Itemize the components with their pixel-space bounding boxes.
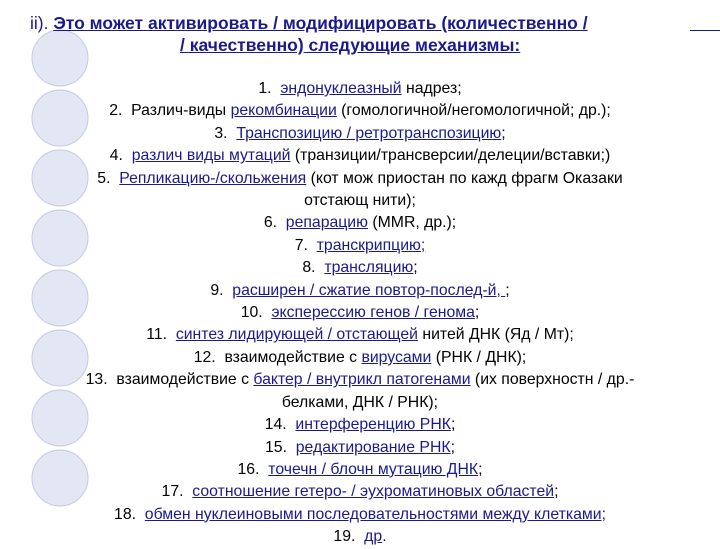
list-item (0, 78, 720, 100)
list-item-number: 3. (214, 124, 228, 142)
list-item-number: 14. (264, 416, 287, 434)
list-item-number: 9. (210, 281, 224, 299)
list-item-rest: ; (474, 304, 480, 322)
list-item-rest: нитей ДНК (Яд / Мт); (417, 326, 574, 344)
list-item-rest: (транзиции/трансверсии/делеции/вставки;) (290, 147, 611, 165)
list-item-number: 11. (146, 326, 168, 344)
list-item-number: 12. (193, 348, 216, 366)
title-underline-tail (690, 30, 720, 31)
list-item-rest: надрез; (401, 80, 462, 97)
list-item-rest: (кот мож приостан по кажд фрагм Оказаки (306, 169, 623, 187)
list-item-prefix: Различ-виды (131, 102, 231, 120)
list-item-term: бактер / внутрикл патогенами (253, 371, 471, 389)
list-item-number: 15. (265, 438, 287, 456)
list-item-number: 17. (161, 483, 184, 501)
list-item (0, 257, 720, 279)
list-item (0, 190, 720, 212)
list-item-rest: (MMR, др.); (367, 214, 457, 232)
list-item (0, 347, 720, 369)
mechanisms-list (0, 78, 720, 549)
list-item-rest: ; (450, 438, 455, 456)
list-item-term: трансляцию (324, 259, 414, 277)
title-line-1 (30, 12, 588, 34)
list-item (0, 369, 720, 391)
list-item-rest: (РНК / ДНК); (431, 348, 527, 366)
list-item-term: синтез лидирующей / отстающей (175, 326, 418, 344)
title-marker: ii). (30, 13, 49, 33)
title-text-2: / качественно) следующие механизмы: (180, 35, 521, 55)
list-item (0, 302, 720, 324)
list-item (0, 235, 720, 257)
list-item-term: точечн / блочн мутацию ДНК (268, 460, 479, 478)
list-item-number: 10. (240, 304, 263, 322)
list-item-number: 13. (85, 371, 108, 389)
list-item-number: 19. (333, 528, 356, 546)
list-item-continuation: отстающ нити); (304, 192, 416, 210)
list-item-rest: (их поверхностн / др.- (470, 371, 635, 389)
list-item (0, 481, 720, 503)
list-item-number: 18. (114, 505, 137, 523)
list-item-rest: ; (505, 281, 510, 299)
list-item-number: 1. (258, 80, 272, 97)
list-item (0, 145, 720, 167)
list-item-term: обмен нуклеиновыми последовательностями между клетками; (144, 505, 606, 523)
title-line-2 (180, 34, 520, 56)
list-item-prefix: взаимодействие с (224, 348, 362, 366)
list-item (0, 123, 720, 145)
list-item-rest: ; (450, 416, 456, 434)
list-item-rest: ; (501, 124, 506, 142)
list-item (0, 526, 720, 548)
list-item-term: др (364, 528, 383, 546)
list-item-term: репарацию (285, 214, 368, 232)
list-item-number: 16. (237, 460, 260, 478)
list-item (0, 504, 720, 526)
list-item-term: эксперессию генов / генома (271, 304, 475, 322)
list-item (0, 459, 720, 481)
list-item-term: различ виды мутаций (131, 147, 291, 165)
list-item-rest: ; (413, 259, 418, 277)
list-item-number: 5. (97, 169, 111, 187)
list-item (0, 280, 720, 302)
list-item-term: Транспозицию / ретротранспозицию (236, 124, 502, 142)
list-item-rest: . (382, 528, 387, 546)
list-item-term: редактирование РНК (295, 438, 451, 456)
list-item (0, 392, 720, 414)
list-item-term: расширен / сжатие повтор-послед-й, (232, 281, 506, 299)
list-item-number: 6. (263, 214, 277, 232)
list-item-number: 4. (109, 147, 123, 165)
list-item-term: эндонуклеазный (280, 80, 402, 97)
list-item-rest: (гомологичной/негомологичной; др.); (336, 102, 611, 120)
list-item-prefix: взаимодействие с (116, 371, 254, 389)
list-item-term: транскрипцию; (316, 236, 426, 254)
list-item-term: Репликацию-/скольжения (119, 169, 307, 187)
list-item-number: 2. (109, 102, 123, 120)
list-item (0, 100, 720, 122)
list-item-continuation: белками, ДНК / РНК); (281, 393, 439, 411)
list-item (0, 437, 720, 459)
list-item (0, 414, 720, 436)
list-item-rest: ; (554, 483, 559, 501)
list-item-number: 7. (294, 236, 308, 254)
list-item-number: 8. (302, 259, 316, 277)
list-item (0, 168, 720, 190)
list-item-term: рекомбинации (230, 102, 337, 120)
list-item-rest: ; (478, 460, 483, 478)
title-text-1: Это может активировать / модифицировать (количественно / (53, 13, 588, 33)
list-item (0, 212, 720, 234)
list-item-term: вирусами (361, 348, 432, 366)
list-item-term: соотношение гетеро- / эухроматиновых областей (192, 483, 555, 501)
list-item (0, 324, 720, 346)
list-item-term: интерференцию РНК (295, 416, 451, 434)
